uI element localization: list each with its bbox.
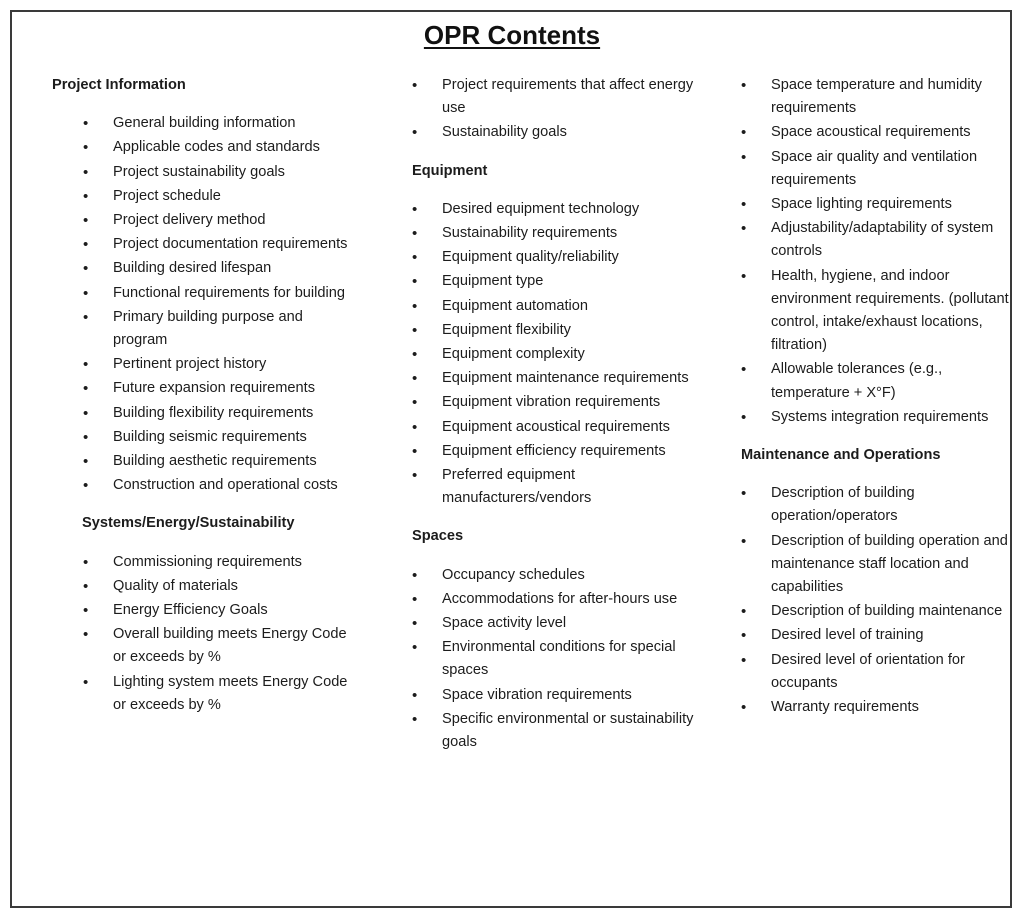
bullet-icon: • <box>83 673 89 691</box>
bullet-icon: • <box>412 370 418 388</box>
bullet-icon: • <box>741 148 747 166</box>
bullet-icon: • <box>412 566 418 584</box>
list-item-text: Quality of materials <box>113 577 238 594</box>
list-item <box>741 217 1011 263</box>
list-item-text: Lighting system meets Energy Code or exceeds by % <box>113 673 348 713</box>
list-item <box>83 551 352 574</box>
list-item <box>83 623 352 669</box>
list-item-text: Sustainability requirements <box>442 225 618 242</box>
bullet-list <box>412 74 702 145</box>
list-item-text: Description of building operation/operators <box>771 485 915 525</box>
list-item-text: Equipment flexibility <box>442 321 571 338</box>
section-heading: Maintenance and Operations <box>741 447 941 464</box>
list-item-text: Construction and operational costs <box>113 477 338 494</box>
list-item-text: Space air quality and ventilation requirements <box>771 148 978 188</box>
bullet-icon: • <box>83 187 89 205</box>
bullet-list <box>741 482 1011 719</box>
list-item-text: Equipment vibration requirements <box>442 394 661 411</box>
list-item-text: Adjustability/adaptability of system controls <box>771 220 994 260</box>
list-item <box>83 209 352 232</box>
list-item <box>83 377 352 400</box>
section-heading: Project Information <box>52 77 186 93</box>
list-item <box>741 624 1011 647</box>
list-item <box>412 564 702 587</box>
list-item <box>741 482 1011 528</box>
bullet-icon: • <box>412 200 418 218</box>
bullet-icon: • <box>741 408 747 426</box>
bullet-icon: • <box>412 639 418 657</box>
list-item-text: Specific environmental or sustainability goals <box>442 710 694 751</box>
bullet-icon: • <box>412 249 418 267</box>
bullet-icon: • <box>83 626 89 644</box>
list-item <box>83 353 352 376</box>
bullet-icon: • <box>412 225 418 243</box>
list-item <box>412 74 702 120</box>
list-item-text: Project delivery method <box>113 212 266 229</box>
list-item-text: Health, hygiene, and indoor environment requirements. (pollutant control, intake/exhaust locations, filtration) <box>771 267 1009 354</box>
list-item-text: Functional requirements for building <box>113 284 346 301</box>
bullet-icon: • <box>741 485 747 503</box>
list-item <box>83 402 352 425</box>
bullet-icon: • <box>412 77 418 94</box>
list-item <box>412 270 702 293</box>
bullet-icon: • <box>83 260 89 278</box>
list-item <box>83 136 352 159</box>
bullet-icon: • <box>412 273 418 291</box>
list-item <box>412 319 702 342</box>
bullet-icon: • <box>83 356 89 374</box>
bullet-icon: • <box>83 163 89 181</box>
list-item <box>741 74 1011 120</box>
bullet-icon: • <box>83 404 89 422</box>
list-item <box>412 198 702 221</box>
list-item-text: Building desired lifespan <box>113 260 272 277</box>
list-item <box>83 426 352 449</box>
bullet-list <box>412 198 702 511</box>
list-item-text: Pertinent project history <box>113 356 267 373</box>
bullet-icon: • <box>83 236 89 254</box>
bullet-icon: • <box>741 124 747 142</box>
list-item-text: Energy Efficiency Goals <box>113 602 268 619</box>
list-item <box>741 696 1011 719</box>
list-item-text: Equipment complexity <box>442 346 585 363</box>
list-item <box>412 367 702 390</box>
bullet-icon: • <box>83 139 89 157</box>
list-item <box>83 112 352 135</box>
page-title: OPR Contents <box>423 20 601 50</box>
list-item-text: Desired level of orientation for occupants <box>771 651 965 691</box>
list-item-text: Project documentation requirements <box>113 236 348 253</box>
column-1 <box>52 74 352 718</box>
list-item-text: Systems integration requirements <box>771 408 989 425</box>
list-item-text: Project sustainability goals <box>113 163 285 180</box>
bullet-icon: • <box>741 603 747 621</box>
list-item-text: Space activity level <box>442 615 567 632</box>
bullet-icon: • <box>412 394 418 412</box>
bullet-icon: • <box>412 124 418 142</box>
list-item <box>412 222 702 245</box>
bullet-icon: • <box>741 699 747 717</box>
list-item-text: Warranty requirements <box>771 699 919 716</box>
list-item-text: Environmental conditions for special spaces <box>442 639 676 679</box>
list-item <box>741 358 1011 404</box>
bullet-icon: • <box>412 297 418 315</box>
list-item-text: Space temperature and humidity requirements <box>771 77 982 117</box>
list-item-text: Commissioning requirements <box>113 553 302 570</box>
list-item <box>412 343 702 366</box>
list-item <box>412 464 702 510</box>
section <box>741 74 1011 429</box>
list-item <box>83 474 352 497</box>
list-item-text: Building aesthetic requirements <box>113 453 317 470</box>
bullet-icon: • <box>741 196 747 214</box>
bullet-icon: • <box>83 115 89 133</box>
list-item <box>83 671 352 717</box>
bullet-icon: • <box>83 453 89 471</box>
list-item-text: Accommodations for after-hours use <box>442 590 678 607</box>
list-item-text: Desired level of training <box>771 627 924 644</box>
list-item-text: Primary building purpose and program <box>113 308 303 349</box>
list-item-text: Space vibration requirements <box>442 686 632 703</box>
section-heading: Systems/Energy/Sustainability <box>82 515 295 532</box>
list-item-text: Applicable codes and standards <box>113 139 320 156</box>
list-item-text: Overall building meets Energy Code or exceeds by % <box>113 626 347 666</box>
list-item <box>412 295 702 318</box>
list-item <box>412 246 702 269</box>
list-item-text: Equipment acoustical requirements <box>442 418 670 435</box>
list-item-text: General building information <box>113 115 296 132</box>
list-item <box>83 575 352 598</box>
list-item <box>83 599 352 622</box>
list-item <box>412 708 702 754</box>
list-item <box>741 193 1011 216</box>
bullet-icon: • <box>412 346 418 364</box>
list-item <box>412 684 702 707</box>
section <box>52 512 352 717</box>
bullet-icon: • <box>83 380 89 398</box>
list-item <box>412 636 702 682</box>
bullet-icon: • <box>412 321 418 339</box>
bullet-icon: • <box>412 467 418 485</box>
bullet-icon: • <box>741 361 747 379</box>
bullet-icon: • <box>412 686 418 704</box>
list-item-text: Project schedule <box>113 187 221 204</box>
section <box>412 160 702 511</box>
bullet-icon: • <box>741 220 747 238</box>
list-item-text: Allowable tolerances (e.g., temperature + X°F) <box>771 361 943 401</box>
list-item <box>412 612 702 635</box>
list-item <box>741 406 1011 429</box>
bullet-icon: • <box>83 553 89 571</box>
list-item-text: Future expansion requirements <box>113 380 315 397</box>
list-item <box>412 588 702 611</box>
list-item <box>741 265 1011 358</box>
section <box>741 444 1011 719</box>
bullet-icon: • <box>412 615 418 633</box>
bullet-icon: • <box>83 212 89 230</box>
list-item <box>83 282 352 305</box>
bullet-icon: • <box>83 284 89 302</box>
section <box>52 74 352 497</box>
bullet-icon: • <box>741 77 747 94</box>
section <box>412 74 702 145</box>
list-item <box>741 649 1011 695</box>
list-item <box>83 450 352 473</box>
list-item-text: Occupancy schedules <box>442 566 585 583</box>
list-item <box>412 416 702 439</box>
list-item-text: Desired equipment technology <box>442 200 640 217</box>
bullet-icon: • <box>83 602 89 620</box>
list-item-text: Description of building maintenance <box>771 603 1003 620</box>
list-item <box>83 306 352 352</box>
bullet-icon: • <box>412 442 418 460</box>
list-item <box>83 185 352 208</box>
bullet-list <box>52 551 352 717</box>
list-item-text: Equipment type <box>442 273 544 290</box>
list-item-text: Equipment quality/reliability <box>442 249 619 266</box>
list-item <box>83 161 352 184</box>
section-heading: Equipment <box>412 162 488 179</box>
list-item <box>741 146 1011 192</box>
list-item-text: Equipment maintenance requirements <box>442 370 689 387</box>
bullet-icon: • <box>83 308 89 326</box>
bullet-icon: • <box>83 428 89 446</box>
list-item <box>741 600 1011 623</box>
list-item <box>741 121 1011 144</box>
column-3 <box>741 74 1011 720</box>
list-item <box>83 233 352 256</box>
list-item <box>83 257 352 280</box>
list-item-text: Equipment automation <box>442 297 589 314</box>
list-item-text: Project requirements that affect energy use <box>442 77 694 117</box>
bullet-icon: • <box>412 590 418 608</box>
bullet-icon: • <box>741 532 747 550</box>
list-item-text: Building seismic requirements <box>113 428 307 445</box>
bullet-list <box>52 112 352 497</box>
list-item <box>412 440 702 463</box>
section <box>412 525 702 754</box>
bullet-icon: • <box>83 577 89 595</box>
bullet-icon: • <box>412 418 418 436</box>
bullet-icon: • <box>741 651 747 669</box>
bullet-icon: • <box>412 710 418 728</box>
list-item-text: Description of building operation and maintenance staff location and capabilities <box>771 532 1008 596</box>
bullet-icon: • <box>83 477 89 495</box>
list-item-text: Preferred equipment manufacturers/vendors <box>442 467 592 507</box>
list-item <box>412 391 702 414</box>
bullet-icon: • <box>741 627 747 645</box>
list-item-text: Space lighting requirements <box>771 196 952 213</box>
bullet-list <box>412 564 702 755</box>
list-item <box>412 121 702 144</box>
list-item <box>741 530 1011 600</box>
list-item-text: Equipment efficiency requirements <box>442 442 666 459</box>
list-item-text: Sustainability goals <box>442 124 567 141</box>
column-2 <box>412 74 702 755</box>
list-item-text: Space acoustical requirements <box>771 124 971 141</box>
bullet-icon: • <box>741 267 747 285</box>
section-heading: Spaces <box>412 528 464 545</box>
list-item-text: Building flexibility requirements <box>113 404 314 421</box>
bullet-list <box>741 74 1011 429</box>
